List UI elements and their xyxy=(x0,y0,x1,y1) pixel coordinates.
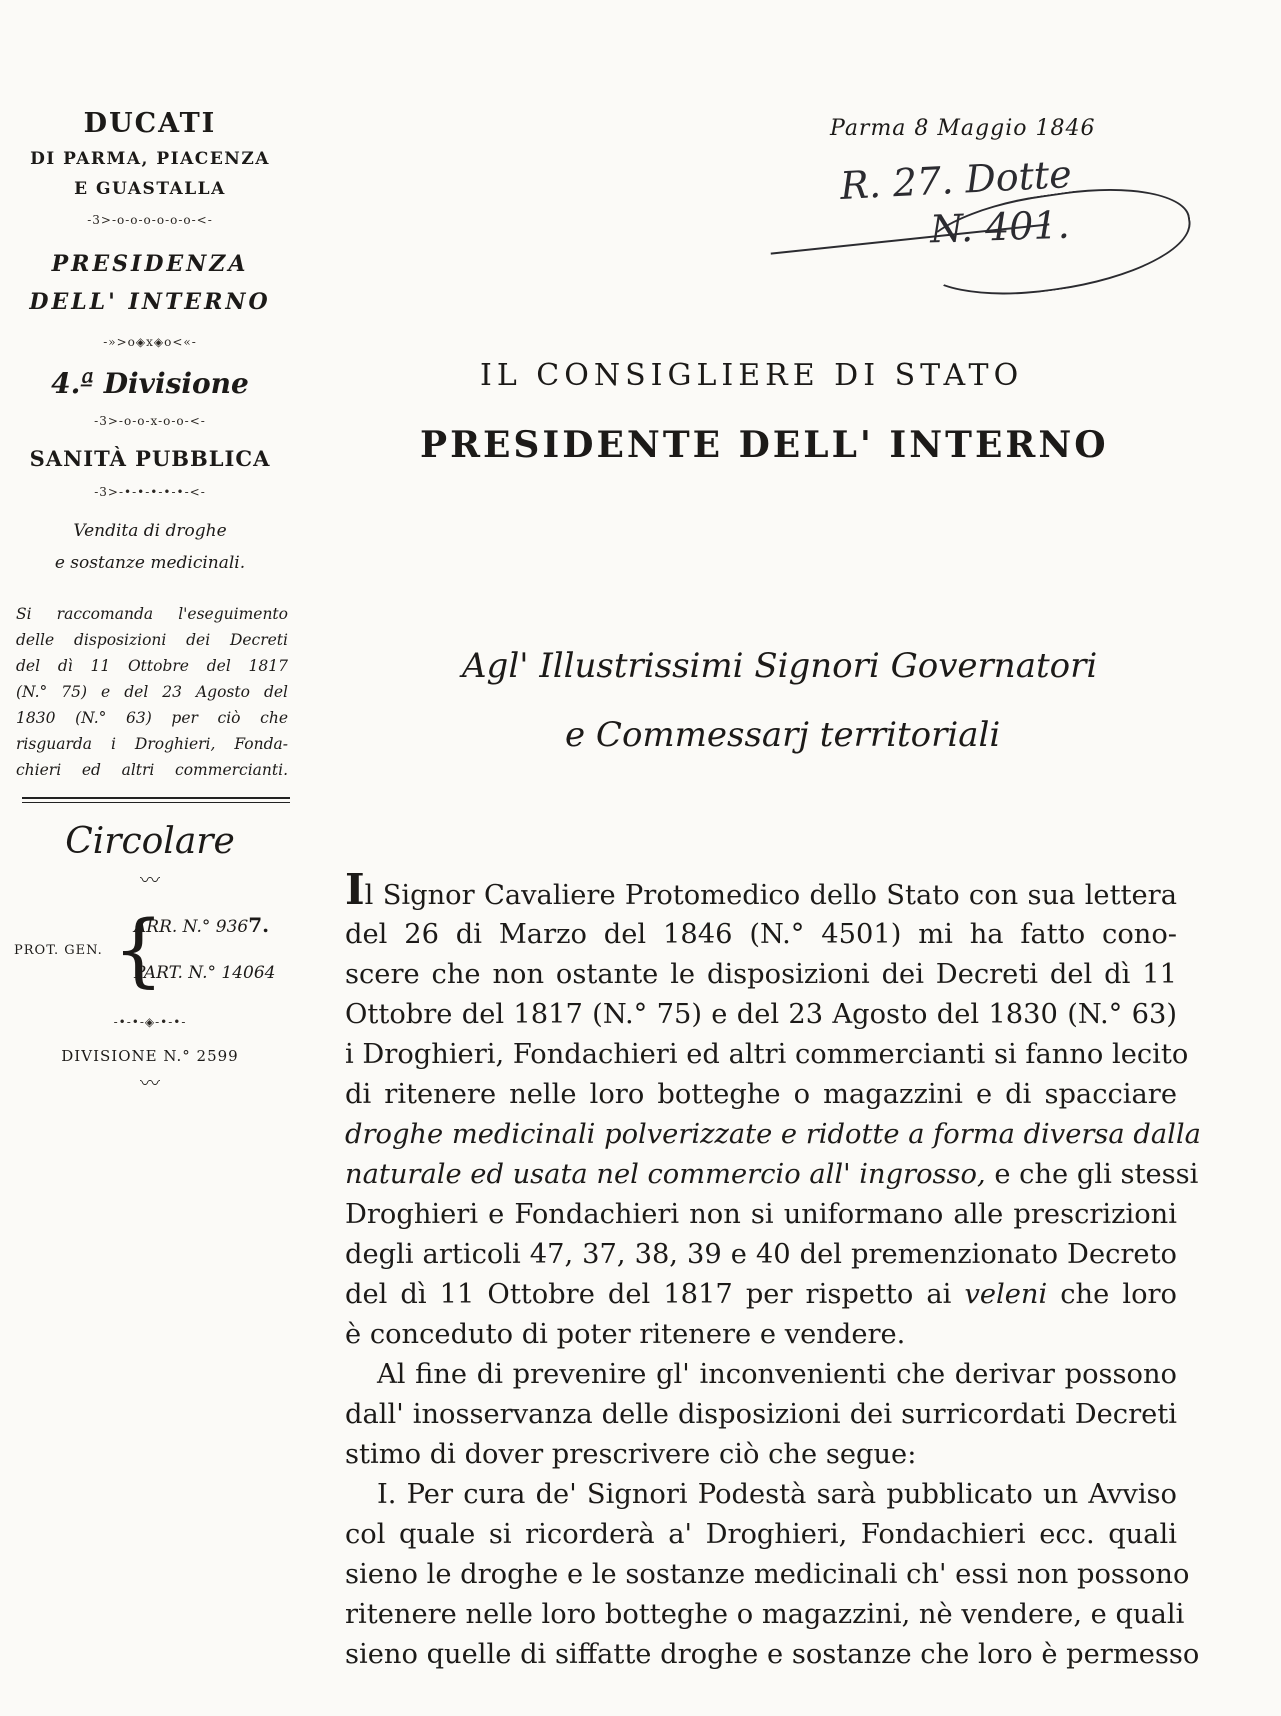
handwritten-note-2: N. 401. xyxy=(929,202,1071,252)
body-line-text: che loro xyxy=(1047,1279,1177,1310)
circolare-heading: Circolare xyxy=(65,821,235,862)
sanita-heading: SANITÀ PUBBLICA xyxy=(29,446,271,471)
prot-gen-label: PROT. GEN. xyxy=(14,943,103,958)
summary-line: del dì 11 Ottobre del 1817 xyxy=(16,657,288,675)
arrival-number xyxy=(134,913,269,937)
swash-ornament: 〰 xyxy=(140,1071,160,1095)
divisione-heading: 4.ª Divisione xyxy=(51,367,249,400)
address-line-2: e Commessarj territoriali xyxy=(565,715,1001,755)
ornament-divider: -•-•-◈-•-•- xyxy=(113,1015,187,1029)
body-line: del 26 di Marzo del 1846 (N.° 4501) mi ha fatto cono- xyxy=(345,919,1177,950)
ornament-divider: -3>-o-o-x-o-o-<- xyxy=(94,414,206,428)
handwritten-note-1: R. 27. Dotte xyxy=(839,151,1073,209)
italic-phrase: naturale ed usata nel commercio all' ingrosso, xyxy=(345,1159,986,1190)
ornament-divider: -3>-o-o-o-o-o-o-<- xyxy=(87,213,213,227)
date-line: Parma 8 Maggio 1846 xyxy=(830,116,1096,141)
body-line: Droghieri e Fondachieri non si uniformano alle prescrizioni xyxy=(345,1199,1177,1230)
italic-word: veleni xyxy=(964,1279,1048,1310)
summary-line: (N.° 75) e del 23 Agosto del xyxy=(16,683,288,701)
ornament-divider: -»>o◈x◈o<«- xyxy=(103,335,197,349)
body-line xyxy=(345,1275,1177,1315)
double-rule xyxy=(22,797,290,803)
summary-line: risguarda i Droghieri, Fonda- xyxy=(16,735,288,753)
body-line: Ottobre del 1817 (N.° 75) e del 23 Agosto del 1830 (N.° 63) xyxy=(345,999,1177,1030)
summary-line: delle disposizioni dei Decreti xyxy=(16,631,288,649)
sidebar-heading xyxy=(10,100,290,1096)
body-line: di ritenere nelle loro botteghe o magazzini e di spacciare xyxy=(345,1079,1177,1110)
brace-glyph: { xyxy=(113,903,164,996)
body-line: Al fine di prevenire gl' inconvenienti che derivar possono xyxy=(377,1359,1177,1390)
departure-number: PART. N.° 14064 xyxy=(134,963,276,983)
division-number: DIVISIONE N.° 2599 xyxy=(61,1047,239,1065)
protocol-block xyxy=(10,905,290,1001)
parma-line: DI PARMA, PIACENZA xyxy=(30,149,270,169)
summary-note xyxy=(16,601,288,783)
summary-line: Si raccomanda l'eseguimento xyxy=(16,605,288,623)
body-line xyxy=(345,865,1177,915)
summary-line: chieri ed altri commercianti. xyxy=(16,761,288,779)
address-line-1: Agl' Illustrissimi Signori Governatori xyxy=(462,646,1098,686)
body-line: stimo di dover prescrivere ciò che segue: xyxy=(345,1439,917,1470)
body-line: sieno quelle di siffatte droghe e sostanze che loro è permesso xyxy=(345,1639,1200,1670)
arrival-label: ARR. N.° 936 xyxy=(134,917,249,937)
body-line: i Droghieri, Fondachieri ed altri commercianti si fanno lecito xyxy=(345,1039,1189,1070)
body-line: I. Per cura de' Signori Podestà sarà pubblicato un Avviso xyxy=(377,1479,1177,1510)
guastalla-line: E GUASTALLA xyxy=(74,179,226,199)
body-line-text: e che gli stessi xyxy=(985,1159,1199,1190)
ornament-divider: -3>-•-•-•-•-•-<- xyxy=(94,485,206,499)
dell-interno-heading: DELL' INTERNO xyxy=(29,289,271,315)
body-line: è conceduto di poter ritenere e vendere. xyxy=(345,1319,906,1350)
arrival-hand-digit: 7. xyxy=(248,913,270,937)
body-line: scere che non ostante le disposizioni dei Decreti del dì 11 xyxy=(345,959,1177,990)
body-line: sieno le droghe e le sostanze medicinali ch' essi non possono xyxy=(345,1559,1190,1590)
drop-cap: I xyxy=(345,865,365,914)
title-consigliere: IL CONSIGLIERE DI STATO xyxy=(480,358,1024,393)
body-line: dall' inosservanza delle disposizioni dei surricordati Decreti xyxy=(345,1399,1177,1430)
ducati-heading: DUCATI xyxy=(83,108,217,139)
body-line xyxy=(345,1155,1199,1195)
body-text xyxy=(345,865,1201,1675)
body-line-text: l Signor Cavaliere Protomedico dello Stato con sua lettera xyxy=(364,880,1177,911)
summary-line: 1830 (N.° 63) per ciò che xyxy=(16,709,288,727)
body-line-text: del dì 11 Ottobre del 1817 per rispetto ai xyxy=(345,1279,965,1310)
title-presidente: PRESIDENTE DELL' INTERNO xyxy=(420,424,1109,466)
swash-ornament: 〰 xyxy=(140,868,160,892)
body-line-italic: droghe medicinali polverizzate e ridotte a forma diversa dalla xyxy=(345,1119,1201,1150)
subject-line-1: Vendita di droghe xyxy=(73,521,227,541)
presidenza-heading: PRESIDENZA xyxy=(51,251,249,277)
body-line: degli articoli 47, 37, 38, 39 e 40 del premenzionato Decreto xyxy=(345,1239,1177,1270)
subject-line-2: e sostanze medicinali. xyxy=(54,553,246,573)
body-line: ritenere nelle loro botteghe o magazzini, nè vendere, e quali xyxy=(345,1599,1185,1630)
body-line: col quale si ricorderà a' Droghieri, Fondachieri ecc. quali xyxy=(345,1519,1177,1550)
